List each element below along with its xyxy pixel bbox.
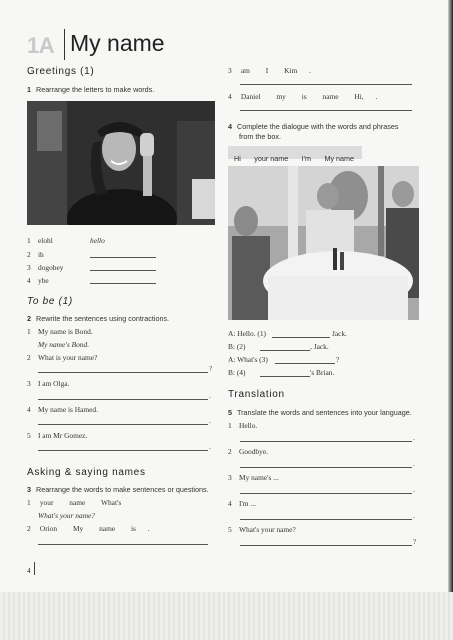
ex3-answer-line-3[interactable] [240, 84, 412, 85]
ex2-answer-1: My name's Bond. [38, 340, 90, 349]
ex3-item-4: 4 Daniel my is name Hi, . [228, 92, 378, 101]
ex5-item-2: 2 Goodbye. [228, 447, 268, 456]
page-number-divider [34, 562, 35, 575]
dialogue-line-4: B: (4) [228, 368, 246, 377]
ex2-end-4: . [209, 417, 211, 425]
box-word-your-name: your name [254, 154, 289, 163]
ex5-end-4: . [413, 512, 415, 520]
ex2-end-5: . [209, 443, 211, 451]
word-box [228, 146, 362, 163]
photo-woman-waving-image [27, 101, 215, 225]
ex5-answer-line-3[interactable] [240, 493, 412, 494]
dialogue-blank-4[interactable] [260, 376, 310, 377]
section-heading-greetings: Greetings (1) [27, 66, 95, 77]
photo-three-men-cafe-image [228, 166, 419, 320]
ex5-end-1: . [413, 434, 415, 442]
section-heading-asking-names: Asking & saying names [27, 467, 146, 478]
ex2-item-3: 3 I am Olga. [27, 379, 70, 388]
ex1-answer-line-3[interactable] [90, 270, 156, 271]
ex2-item-1: 1 My name is Bond. [27, 327, 93, 336]
ex1-item-1: 1 elohl [27, 236, 53, 245]
ex1-answer-line-2[interactable] [90, 257, 156, 258]
dialogue-line-2: B: (2) [228, 342, 246, 351]
dialogue-line-4-end: 's Brian. [310, 368, 335, 377]
ex5-end-5: ? [413, 538, 417, 546]
ex3-item-2: 2 Orion My name is . [27, 524, 150, 533]
exercise-4-instruction: 4 Complete the dialogue with the words and phrases from the box. [228, 122, 399, 141]
exercise-3-instruction: 3 Rearrange the words to make sentences or questions. [27, 485, 209, 494]
ex2-item-5: 5 I am Mr Gomez. [27, 431, 88, 440]
ex2-end-3: . [209, 392, 211, 400]
photo-three-men-cafe [228, 166, 419, 320]
dialogue-line-1: A: Hello. (1) [228, 329, 266, 338]
ex5-item-3: 3 My name's ... [228, 473, 279, 482]
ex2-answer-line-5[interactable] [38, 450, 208, 451]
ex1-item-3: 3 dogobey [27, 263, 64, 272]
dialogue-line-3-end: ? [336, 355, 340, 364]
box-word-im: I'm [301, 154, 312, 163]
section-heading-to-be: To be (1) [27, 296, 73, 307]
ex5-item-1: 1 Hello. [228, 421, 258, 430]
ex5-answer-line-4[interactable] [240, 519, 412, 520]
dialogue-blank-3[interactable] [275, 363, 335, 364]
ex1-item-2: 2 ih [27, 250, 44, 259]
ex1-item-4: 4 ybe [27, 276, 49, 285]
ex5-answer-line-5[interactable] [240, 545, 412, 546]
page-number: 4 [27, 566, 31, 575]
dialogue-blank-2[interactable] [260, 350, 310, 351]
ex5-answer-line-2[interactable] [240, 467, 412, 468]
page-fold-edge [448, 0, 453, 640]
photo-woman-waving [27, 101, 215, 225]
ex3-item-1: 1 your name What's [27, 498, 122, 507]
ex2-answer-line-4[interactable] [38, 424, 208, 425]
ex5-answer-line-1[interactable] [240, 441, 412, 442]
ex1-answer-line-4[interactable] [90, 283, 156, 284]
unit-title: My name [70, 30, 165, 56]
ex5-end-2: . [413, 460, 415, 468]
exercise-2-instruction: 2 Rewrite the sentences using contractions. [27, 314, 170, 323]
ex2-item-4: 4 My name is Hamed. [27, 405, 98, 414]
exercise-1-instruction: 1 Rearrange the letters to make words. [27, 85, 155, 94]
ex5-item-4: 4 I'm ... [228, 499, 256, 508]
box-word-hi: Hi [234, 154, 241, 163]
scan-bottom-band [0, 592, 453, 640]
ex2-answer-line-2[interactable] [38, 372, 208, 373]
exercise-5-instruction: 5 Translate the words and sentences into your language. [228, 408, 412, 417]
ex3-answer-1: What's your name? [38, 511, 96, 520]
ex5-end-3: . [413, 486, 415, 494]
dialogue-blank-1[interactable] [272, 337, 330, 338]
unit-badge: 1A [27, 33, 55, 58]
ex3-item-3: 3 am I Kim . [228, 66, 311, 75]
dialogue-line-1-end: Jack. [332, 329, 347, 338]
ex2-answer-line-3[interactable] [38, 399, 208, 400]
ex2-item-2: 2 What is your name? [27, 353, 98, 362]
section-heading-translation: Translation [228, 389, 285, 400]
ex5-item-5: 5 What's your name? [228, 525, 296, 534]
title-divider [64, 29, 65, 60]
dialogue-line-2-end: , Jack. [310, 342, 329, 351]
ex3-answer-line-4[interactable] [240, 110, 412, 111]
ex3-answer-line-2[interactable] [38, 544, 208, 545]
ex2-end-2: ? [209, 365, 213, 373]
box-word-my-name: My name [324, 154, 355, 163]
dialogue-line-3: A: What's (3) [228, 355, 268, 364]
ex1-answer-1: hello [90, 236, 105, 245]
